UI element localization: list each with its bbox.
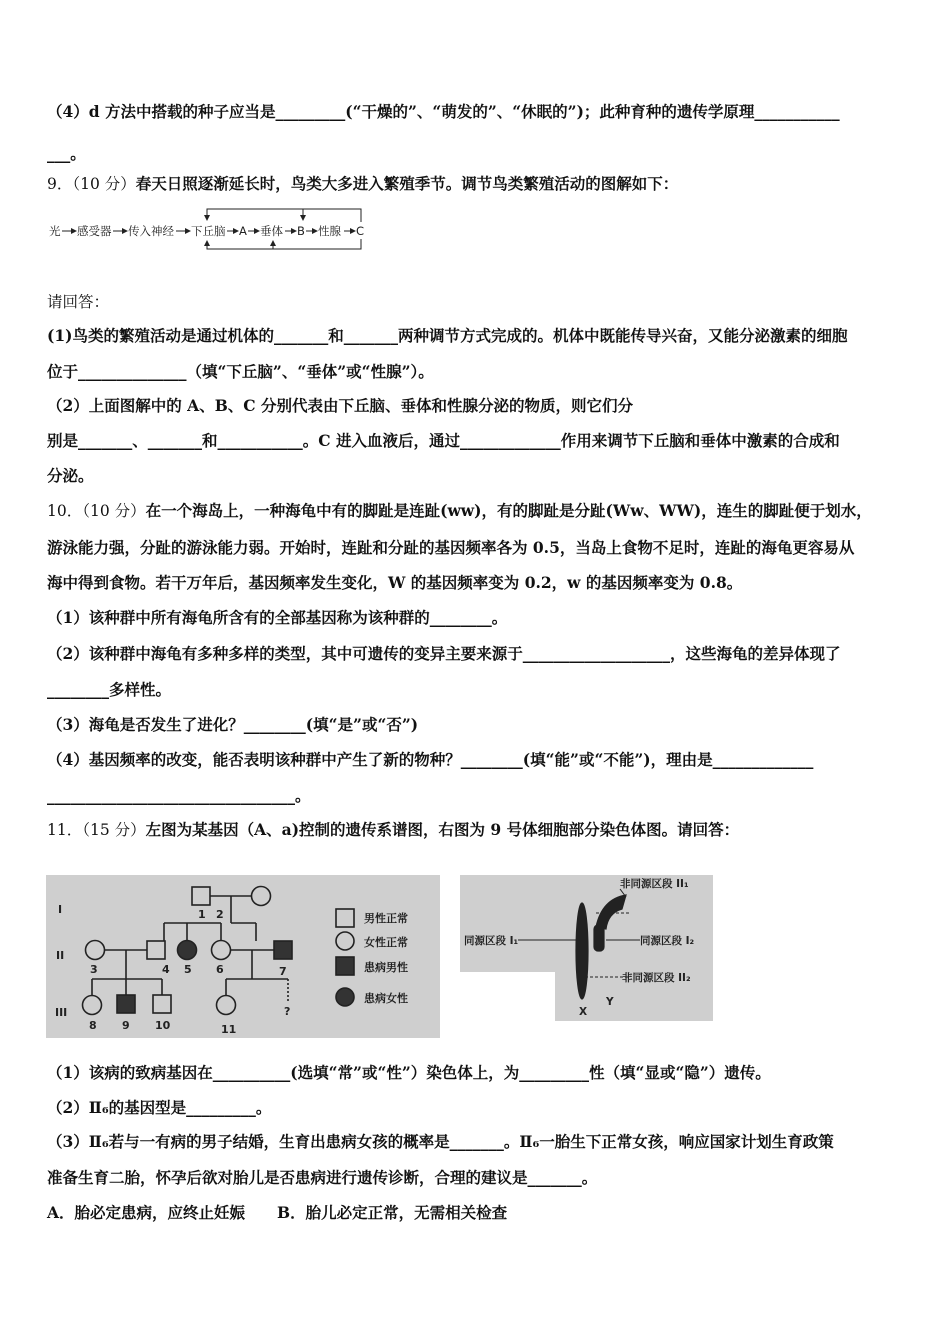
q11-options [47,1203,507,1223]
q11-text: 左图为某基因（A、a)控制的遗传系谱图，右图为 9 号体细胞部分染色体图。请回答： [145,820,740,839]
id-6: 6 [216,963,224,976]
q10-number: 10．（10 分） [47,502,146,520]
flow-light: 光 [49,224,61,238]
pedigree-III10-male [153,995,171,1013]
legend-normal-male-icon [336,909,354,927]
id-7: 7 [279,965,287,978]
flow-afferent-nerve: 传入神经 [128,224,174,238]
q8-part4-line-end: ___。 [47,144,86,163]
label-homologous-I2: 同源区段 I₂ [640,935,695,947]
q9-part2-line1: （2）上面图解中的 A、B、C 分别代表由下丘脑、垂体和性腺分泌的物质，则它们分 [47,396,634,415]
q9-part2-line3: 分泌。 [47,466,94,485]
flow-pituitary: 垂体 [260,224,283,238]
gen-III-label: III [55,1006,68,1019]
flow-b: B [297,224,305,238]
q10-part1: （1）该种群中所有海龟所含有的全部基因称为该种群的________。 [47,608,508,627]
label-y: Y [606,996,614,1008]
legend-affected-female-icon [336,988,354,1006]
x-chromosome [576,903,588,999]
legend-affected-female: 患病女性 [364,992,408,1005]
q10-stem [47,501,872,521]
chromosome-figure [460,875,713,1021]
flow-receptor: 感受器 [77,224,112,238]
q11-part3-line1: （3）Ⅱ₆若与一有病的男子结婚，生育出患病女孩的概率是_______。Ⅱ₆一胎生下正常女孩，响应国家计划生育政策 [47,1132,834,1151]
option-b[interactable]: B．胎儿必定正常，无需相关检查 [277,1203,508,1222]
please-answer: 请回答： [47,293,110,311]
id-5: 5 [184,963,192,976]
q11-part3-line2: 准备生育二胎，怀孕后欲对胎儿是否患病进行遗传诊断，合理的建议是_______。 [47,1168,598,1187]
flow-c: C [356,224,365,238]
pedigree-III11-female [217,996,236,1015]
pedigree-II7-affected-male [274,941,292,959]
legend-normal-female-icon [336,932,354,950]
pedigree-II4-male [147,941,165,959]
pedigree-III9-affected-male [117,995,135,1013]
legend-affected-male: 患病男性 [364,961,408,974]
id-9: 9 [122,1019,130,1032]
label-homologous-I1: 同源区段 I₁ [464,935,519,947]
q10-line2: 游泳能力强，分趾的游泳能力弱。开始时，连趾和分趾的基因频率各为 0.5，当岛上食物不足时，连趾的海龟更容易从 [47,538,855,557]
id-4: 4 [162,963,170,976]
label-x: X [579,1006,588,1018]
label-nonhomologous-II1: 非同源区段 II₁ [620,878,689,890]
q9-stem [47,174,678,194]
q10-text: 在一个海岛上，一种海龟中有的脚趾是连趾(ww)，有的脚趾是分趾(Ww、WW)，连生的脚趾便于划水， [145,501,872,520]
id-unknown: ? [284,1005,291,1018]
pedigree-I1-male [192,887,210,905]
q8-part4-line: （4）d 方法中搭载的种子应当是_________(“干燥的”、“萌发的”、“休眠的”)；此种育种的遗传学原理___________ [47,102,840,121]
id-8: 8 [89,1019,97,1032]
q11-stem [47,820,739,840]
gen-I-label: I [58,903,63,916]
q11-number: 11．（15 分） [47,821,146,839]
q11-part2: （2）Ⅱ₆的基因型是_________。 [47,1098,272,1117]
flow-a: A [239,224,247,238]
q9-number: 9．（10 分） [47,175,136,193]
id-2: 2 [216,908,224,921]
q10-part4-line1: （4）基因频率的改变，能否表明该种群中产生了新的物种？________(填“能”或“不能”)，理由是_____________ [47,750,814,769]
id-11: 11 [221,1023,237,1036]
q10-line3: 海中得到食物。若干万年后，基因频率发生变化，W 的基因频率变为 0.2，w 的基因频率变为 0.8。 [47,573,743,592]
pedigree-II5-affected-female [178,941,197,960]
flow-gonad: 性腺 [318,224,341,238]
legend-affected-male-icon [336,957,354,975]
pedigree-chart [46,875,440,1038]
pedigree-III8-female [83,996,102,1015]
q10-part4-line2: ________________________________。 [47,786,311,805]
id-3: 3 [90,963,98,976]
legend-normal-female: 女性正常 [364,936,408,949]
regulation-flow-diagram [45,203,375,253]
pedigree-II3-female [86,941,105,960]
pedigree-II6-female [212,941,231,960]
q10-part2-line2: ________多样性。 [47,680,172,699]
q9-part2-line2: 别是_______、_______和___________。C 进入血液后，通过_____________作用来调节下丘脑和垂体中激素的合成和 [47,431,840,450]
flow-hypothalamus: 下丘脑 [191,224,226,238]
id-10: 10 [155,1019,171,1032]
gen-II-label: II [56,949,65,962]
q11-part1: （1）该病的致病基因在__________(选填“常”或“性”）染色体上，为_________性（填“显或“隐”）遗传。 [47,1063,771,1082]
label-nonhomologous-II2: 非同源区段 II₂ [622,972,691,984]
q9-part1-line2: 位于______________（填“下丘脑”、“垂体”或“性腺”）。 [47,362,434,381]
q9-part1-line1: (1)鸟类的繁殖活动是通过机体的_______和_______两种调节方式完成的。机体中既能传导兴奋，又能分泌激素的细胞 [47,326,848,345]
q10-part2-line1: （2）该种群中海龟有多种多样的类型，其中可遗传的变异主要来源于___________________，这些海龟的差异体现了 [47,644,841,663]
legend-normal-male: 男性正常 [364,912,408,925]
q10-part3: （3）海龟是否发生了进化？________(填“是”或“否”) [47,715,419,734]
pedigree-I2-female [252,887,271,906]
q9-text: 春天日照逐渐延长时，鸟类大多进入繁殖季节。调节鸟类繁殖活动的图解如下： [135,174,679,193]
option-a[interactable]: A．胎必定患病，应终止妊娠 [47,1203,246,1222]
id-1: 1 [198,908,206,921]
